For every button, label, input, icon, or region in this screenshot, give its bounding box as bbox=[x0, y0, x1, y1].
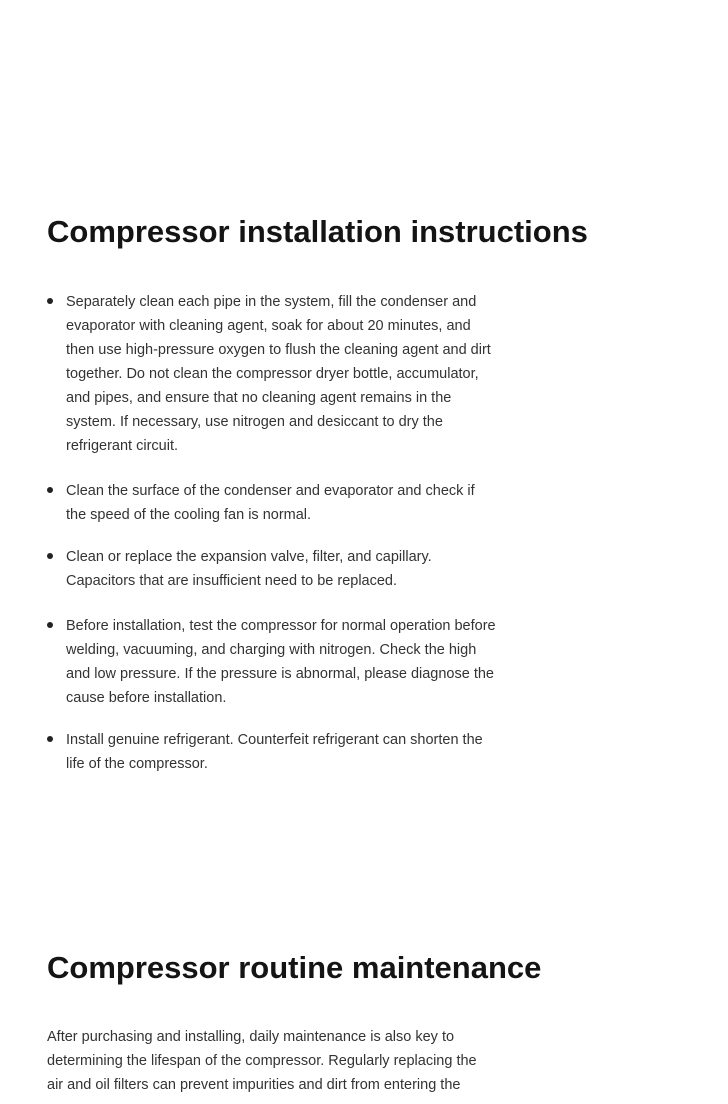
list-item-text: Before installation, test the compressor for normal operation before welding, vacuuming, and charging with nitrogen. Check the high and low pressure. If the pressure is abnormal, please diagnose the cause before installation. bbox=[66, 618, 496, 706]
bullet-icon bbox=[47, 622, 53, 628]
list-item-text: Clean or replace the expansion valve, filter, and capillary. Capacitors that are insufficient need to be replaced. bbox=[66, 549, 432, 589]
list-item bbox=[47, 290, 507, 458]
list-item-text: Clean the surface of the condenser and evaporator and check if the speed of the cooling fan is normal. bbox=[66, 483, 475, 523]
list-item bbox=[47, 545, 507, 593]
list-item-text: Separately clean each pipe in the system, fill the condenser and evaporator with cleaning agent, soak for about 20 minutes, and then use high-pressure oxygen to flush the cleaning agent and dirt together. Do not clean the compressor dryer bottle, accumulator, and pipes, and ensure that no cleaning agent remains in the system. If necessary, use nitrogen and desiccant to dry the refrigerant circuit. bbox=[66, 294, 491, 454]
list-item-text: Install genuine refrigerant. Counterfeit refrigerant can shorten the life of the compressor. bbox=[66, 732, 483, 772]
installation-title: Compressor installation instructions bbox=[47, 214, 588, 249]
list-item bbox=[47, 728, 507, 776]
bullet-icon bbox=[47, 298, 53, 304]
bullet-icon bbox=[47, 736, 53, 742]
list-item bbox=[47, 614, 507, 710]
maintenance-title: Compressor routine maintenance bbox=[47, 950, 542, 985]
bullet-icon bbox=[47, 553, 53, 559]
maintenance-paragraph: After purchasing and installing, daily maintenance is also key to determining the lifespan of the compressor. Regularly replacing the air and oil filters can prevent impurities and dirt from entering the bbox=[47, 1029, 477, 1093]
list-item bbox=[47, 479, 507, 527]
bullet-icon bbox=[47, 487, 53, 493]
